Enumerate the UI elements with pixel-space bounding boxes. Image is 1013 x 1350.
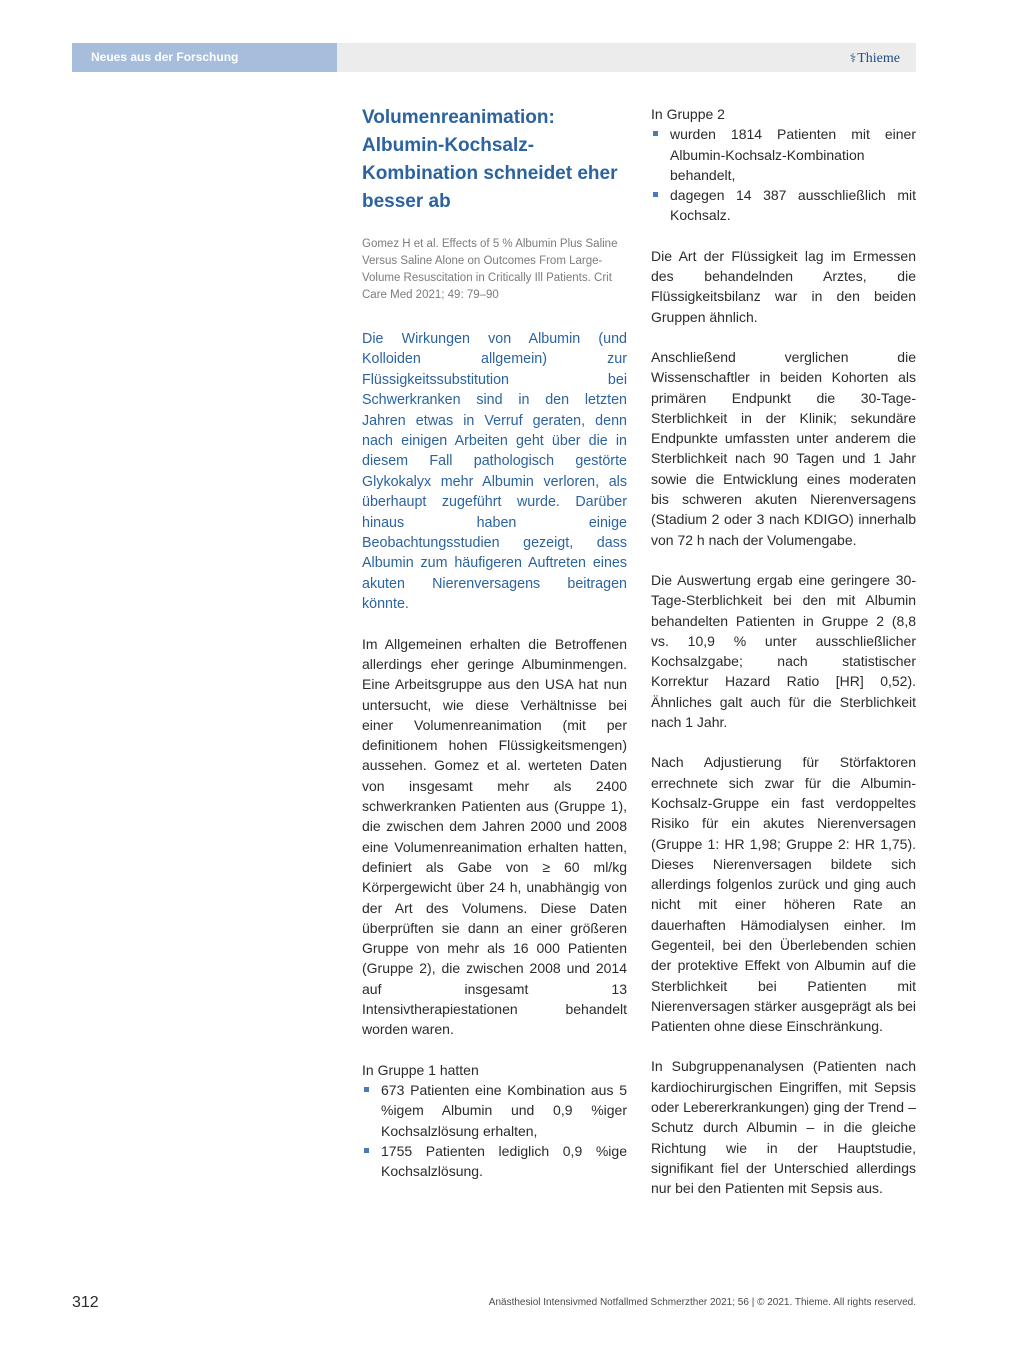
header-band <box>337 43 916 72</box>
lead-paragraph: Die Wirkungen von Albumin (und Kolloiden allgemein) zur Flüssigkeitssubstitution bei Schwerkranken sind in den letzten Jahren etwas in Verruf geraten, denn nach einigen Arbeiten geht über die in diesem Fall pathologisch gestörte Glykokalyx mehr Albumin verloren, als überhaupt zugeführt wurde. Darüber hinaus haben einige Beobachtungsstudien gezeigt, dass Albumin zum häufigeren Auftreten eines akuten Nierenversagens beitragen könnte. <box>362 331 627 613</box>
article-citation: Gomez H et al. Effects of 5 % Albumin Plus Saline Versus Saline Alone on Outcomes From Large-Volume Resuscitation in Critically Ill Patients. Crit Care Med 2021; 49: 79–90 <box>362 238 618 301</box>
list-item: 1755 Patienten lediglich 0,9 %ige Kochsalzlösung. <box>362 1141 627 1182</box>
body-paragraph: Die Auswertung ergab eine geringere 30-Tage-Sterblichkeit bei den mit Albumin behandelten Patienten in Gruppe 2 (8,8 vs. 10,9 % unter ausschließlicher Kochsalzgabe; nach statistischer Korrektur Hazard Ratio [HR] 0,52). Ähnliches galt auch für die Sterblichkeit nach 1 Jahr. <box>651 571 916 731</box>
page-number: 312 <box>72 1294 99 1311</box>
footer-citation: Anästhesiol Intensivmed Notfallmed Schmerzther 2021; 56 | © 2021. Thieme. All rights reserved. <box>488 1297 916 1308</box>
body-paragraph: Anschließend verglichen die Wissenschaftler in beiden Kohorten als primären Endpunkt die 30-Tage-Sterblichkeit in der Klinik; sekundäre Endpunkte umfassten unter anderem die Sterblichkeit nach 90 Tagen und 1 Jahr sowie die Entwicklung eines moderaten bis schweren akuten Nierenversagens (Stadium 2 oder 3 nach KDIGO) innerhalb von 72 h nach der Volumengabe. <box>651 348 916 548</box>
right-column <box>651 104 916 1219</box>
bullet-icon <box>653 192 658 197</box>
list-item: dagegen 14 387 ausschließlich mit Kochsalz. <box>651 185 916 226</box>
group1-list <box>362 1080 627 1181</box>
group2-intro: In Gruppe 2 <box>651 106 725 122</box>
bullet-icon <box>364 1148 369 1153</box>
article-title: Volumenreanimation: Albumin-Kochsalz-Kombination schneidet eher besser ab <box>362 107 618 212</box>
publisher-name: Thieme <box>857 51 900 66</box>
body-paragraph: In Subgruppenanalysen (Patienten nach kardiochirurgischen Eingriffen, mit Sepsis oder Lebererkrankungen) ging der Trend – Schutz durch Albumin – in die gleiche Richtung wie in der Hauptstudie, signifikant fiel der Unterschied allerdings nur bei den Patienten mit Sepsis aus. <box>651 1058 916 1197</box>
list-item: wurden 1814 Patienten mit einer Albumin-Kochsalz-Kombination behandelt, <box>651 124 916 185</box>
section-label: Neues aus der Forschung <box>72 43 337 72</box>
bullet-icon <box>364 1087 369 1092</box>
list-item: 673 Patienten eine Kombination aus 5 %igem Albumin und 0,9 %iger Kochsalzlösung erhalten, <box>362 1080 627 1141</box>
body-paragraph: Nach Adjustierung für Störfaktoren errechnete sich zwar für die Albumin-Kochsalz-Gruppe ein fast verdoppeltes Risiko für ein akutes Nierenversagen (Gruppe 1: HR 1,98; Gruppe 2: HR 1,75). Dieses Nierenversagen bildete sich allerdings folgenlos zurück und ging auch nicht mit einer höheren Rate an dauerhaften Hämodialysen einher. Im Gegenteil, bei den Überlebenden schien der protektive Effekt von Albumin auf die Sterblichkeit bei Patienten mit Nierenversagen stärker ausgeprägt als bei Patienten ohne diese Einschränkung. <box>651 754 916 1035</box>
group1-intro: In Gruppe 1 hatten <box>362 1061 479 1078</box>
left-column <box>362 104 627 1201</box>
body-paragraph: Die Art der Flüssigkeit lag im Ermessen des behandelnden Arztes, die Flüssigkeitsbilanz war in den beiden Gruppen ähnlich. <box>651 247 916 325</box>
body-paragraph: Im Allgemeinen erhalten die Betroffenen allerdings eher geringe Albuminmengen. Eine Arbeitsgruppe aus den USA hat nun untersucht, wie diese Verhältnisse bei einer Volumenreanimation (mit per definitionem hohen Flüssigkeitsmengen) aussehen. Gomez et al. werteten Daten von insgesamt mehr als 2400 schwerkranken Patienten aus (Gruppe 1), die zwischen dem Jahren 2000 und 2008 eine Volumenreanimation erhalten hatten, definiert als Gabe von ≥ 60 ml/kg Körpergewicht über 24 h, unabhängig von der Art des Volumens. Diese Daten überprüften sie dann an einer größeren Gruppe von mehr als 16 000 Patienten (Gruppe 2), die zwischen 2008 und 2014 auf insgesamt 13 Intensivtherapiestationen behandelt worden waren. <box>362 635 627 1038</box>
group2-list <box>651 124 916 225</box>
bullet-icon <box>653 131 658 136</box>
thieme-seal-icon: ⚕ <box>849 51 857 65</box>
publisher-logo <box>850 43 900 72</box>
